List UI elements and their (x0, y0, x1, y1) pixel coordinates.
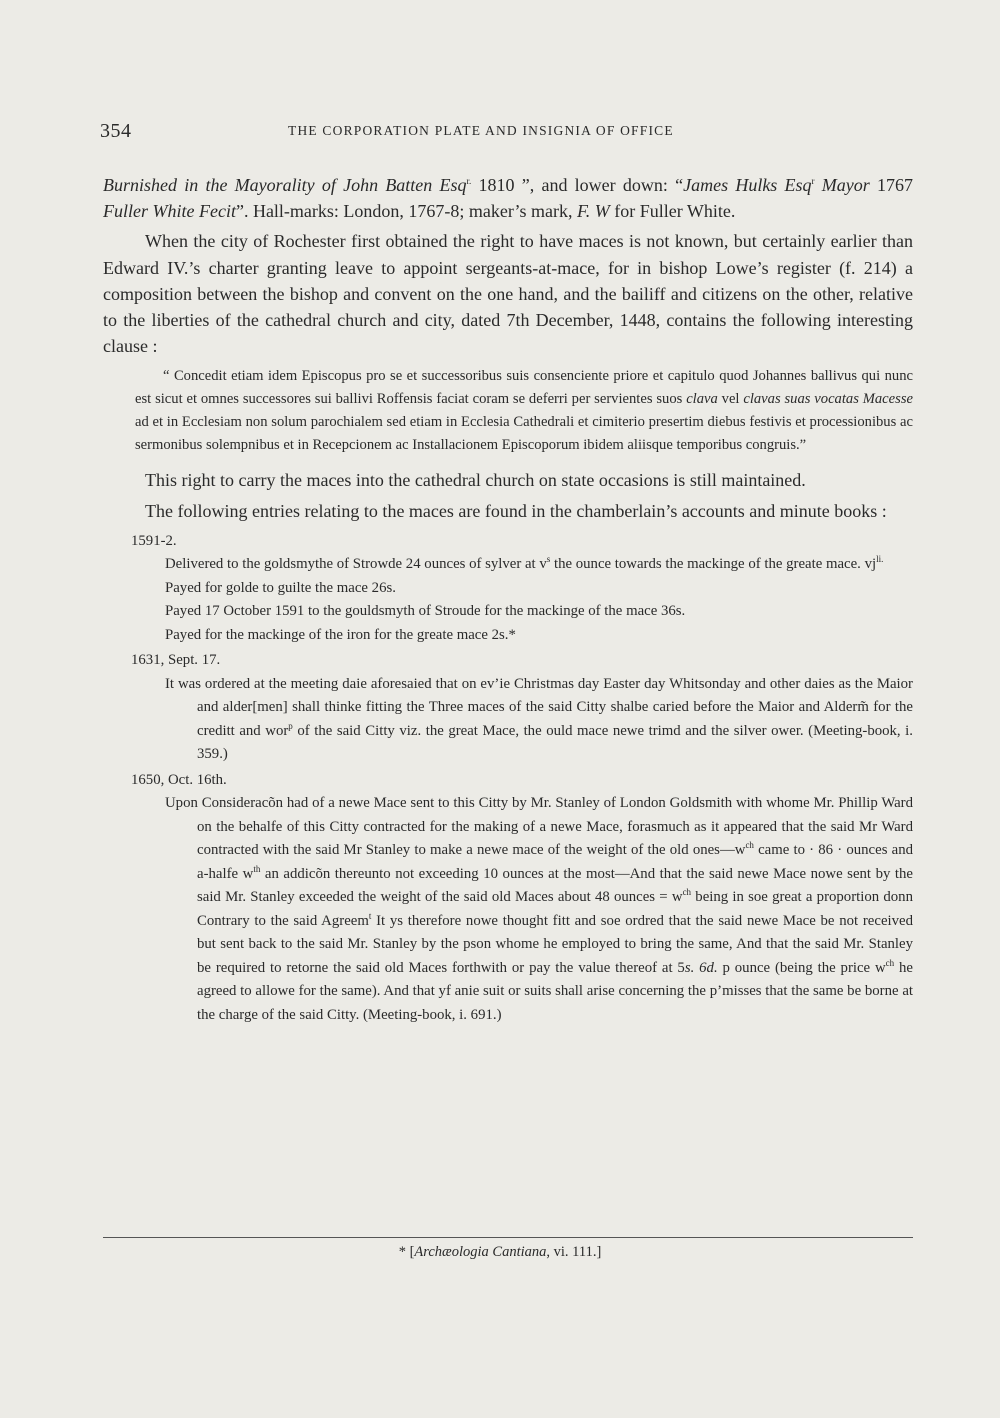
superscript: th (253, 863, 261, 874)
text: an addicõn thereunto not exceeding 10 ounces at the most—And that the said newe Mace nowe sent by the said Mr. Stanley exceeded the weight of the said old Maces about 48 ounces = w (197, 865, 913, 906)
text: came to · 86 · ounces and a-halfe w (197, 842, 913, 882)
text: of the said Citty viz. the great Mace, the ould mace newe trimd and the silver ower. (Meeting-book, i. 359.) (197, 722, 913, 763)
text: vel (717, 391, 744, 408)
text: 1767 (869, 175, 913, 195)
text: * [ (398, 1244, 415, 1260)
entry-1650-newe-mace (165, 792, 913, 1027)
text-italic: 6d. (699, 959, 718, 976)
superscript: r. (466, 176, 472, 186)
superscript: s (546, 554, 551, 565)
text: Upon Consideracõn had of a newe Mace sent to this Citty by Mr. Stanley of London Goldsmith with whome Mr. Phillip Ward on the behalfe of this Citty contracted for the making of a newe Mace, forasmuch as it appeared that the said Mr Ward contracted with the said Mr Stanley to make a newe mace of the weight of the old ones—w (165, 795, 913, 859)
quotation-text (135, 365, 913, 457)
text: he agreed to allowe for the same). And that yf anie suit or suits shall arise concerning the p’misses that the same be borne at the charge of the said Citty. (Meeting-book, i. 691.) (197, 959, 913, 1023)
text: for Fuller White. (609, 201, 736, 222)
text-italic: clava (686, 391, 718, 408)
entry-date-1631: 1631, Sept. 17. (131, 652, 221, 669)
paragraph-rochester-maces: When the city of Rochester first obtained the right to have maces is not known, but certainly earlier than Edward IV.’s charter granting leave to appoint sergeants-at-mace, for in bishop Lowe’s register (f. 214) a composition between the bishop and convent on the one hand, and the bailiff and citizens on the other, relative to the liberties of the cathedral church and city, dated 7th December, 1448, contains the following interesting clause : (103, 231, 913, 357)
text-italic: Fuller White Fecit (103, 201, 236, 222)
entry-1591-gouldsmyth: Payed 17 October 1591 to the gouldsmyth of Stroude for the mackinge of the mace 36s. (165, 603, 686, 620)
running-head: THE CORPORATION PLATE AND INSIGNIA OF OFFICE (288, 123, 674, 138)
superscript: r (811, 176, 815, 186)
text: It ys therefore nowe thought fitt and soe ordred that the said newe Mace be not received but sent back to the said Mr. Stanley by the pson whome he employed to bring the same, And that the said Mr. Stanley be required to retorne the said old Maces forthwith or pay the value thereof at 5 (197, 912, 913, 976)
text: p ounce (being the price w (717, 959, 886, 976)
text-italic: clavas suas vocatas Macesse (743, 391, 913, 408)
page-header (0, 118, 1000, 148)
text: the ounce towards the mackinge of the greate mace. vj (550, 556, 877, 573)
text-italic: s. (684, 959, 695, 976)
text: 1810 ”, and lower down: “ (471, 175, 684, 195)
entries-list (103, 530, 913, 1028)
paragraph-hallmarks (103, 172, 913, 224)
text: ad et in Ecclesiam non solum parochialem sed etiam in Ecclesia Cathedrali et cimiterio presertim diebus festivis et processionibus ac sermonibus solempnibus et in Recepcionem ac Installacionem Episcoporum ibidem aliisque temporibus congruis.” (135, 414, 913, 454)
superscript: li. (876, 554, 884, 565)
text-italic: Burnished in the Mayorality of John Batten Esq (103, 175, 467, 195)
text-italic: Archæologia Cantiana (414, 1244, 547, 1260)
entry-1591-golde: Payed for golde to guilte the mace 26s. (165, 579, 396, 596)
paragraph-following-entries: The following entries relating to the maces are found in the chamberlain’s accounts and minute books : (145, 500, 887, 521)
text-italic: James Hulks Esq (683, 175, 812, 195)
paragraph-right-maintained: This right to carry the maces into the cathedral church on state occasions is still maintained. (145, 470, 806, 491)
superscript: ch (745, 840, 754, 851)
superscript: t (368, 910, 372, 921)
text-italic: F. W (577, 201, 610, 222)
entry-1591-goldsmythe (165, 553, 913, 577)
latin-quotation (135, 365, 913, 457)
superscript: ch (682, 887, 692, 898)
footnote-rule (103, 1237, 913, 1238)
superscript: p (288, 720, 293, 731)
entry-1591-iron: Payed for the mackinge of the iron for the greate mace 2s.* (165, 626, 516, 643)
text: It was ordered at the meeting daie aforesaied that on ev’ie Christmas day Easter day Whitsonday and other daies as the Maior and alder[men] shall thinke fitting the Three maces of the said Citty shalbe caried before the Maior and Alderm̃ for the creditt and wor (165, 675, 913, 739)
entry-1631-order (165, 673, 913, 767)
page-number: 354 (100, 120, 132, 142)
text: being in soe great a proportion donn Contrary to the said Agreem (197, 889, 913, 929)
text: , vi. 111.] (546, 1244, 602, 1260)
entry-date-1650: 1650, Oct. 16th. (131, 771, 227, 788)
superscript: ch (885, 957, 895, 968)
text-italic: Mayor (814, 175, 870, 195)
text: Delivered to the goldsmythe of Strowde 24 ounces of sylver at v (165, 556, 547, 573)
text: ”. Hall-marks: London, 1767-8; maker’s mark, (235, 201, 578, 222)
footnote (0, 1244, 1000, 1261)
page-body (103, 172, 913, 1027)
text: “ Concedit etiam idem Episcopus pro se et successoribus suis consenciente priore et capitulo quod Johannes ballivus qui nunc est sicut et omnes successores sui ballivi Roffensis faciat coram se deferri per servientes suos (135, 368, 913, 408)
entry-date-1591: 1591-2. (131, 532, 177, 549)
